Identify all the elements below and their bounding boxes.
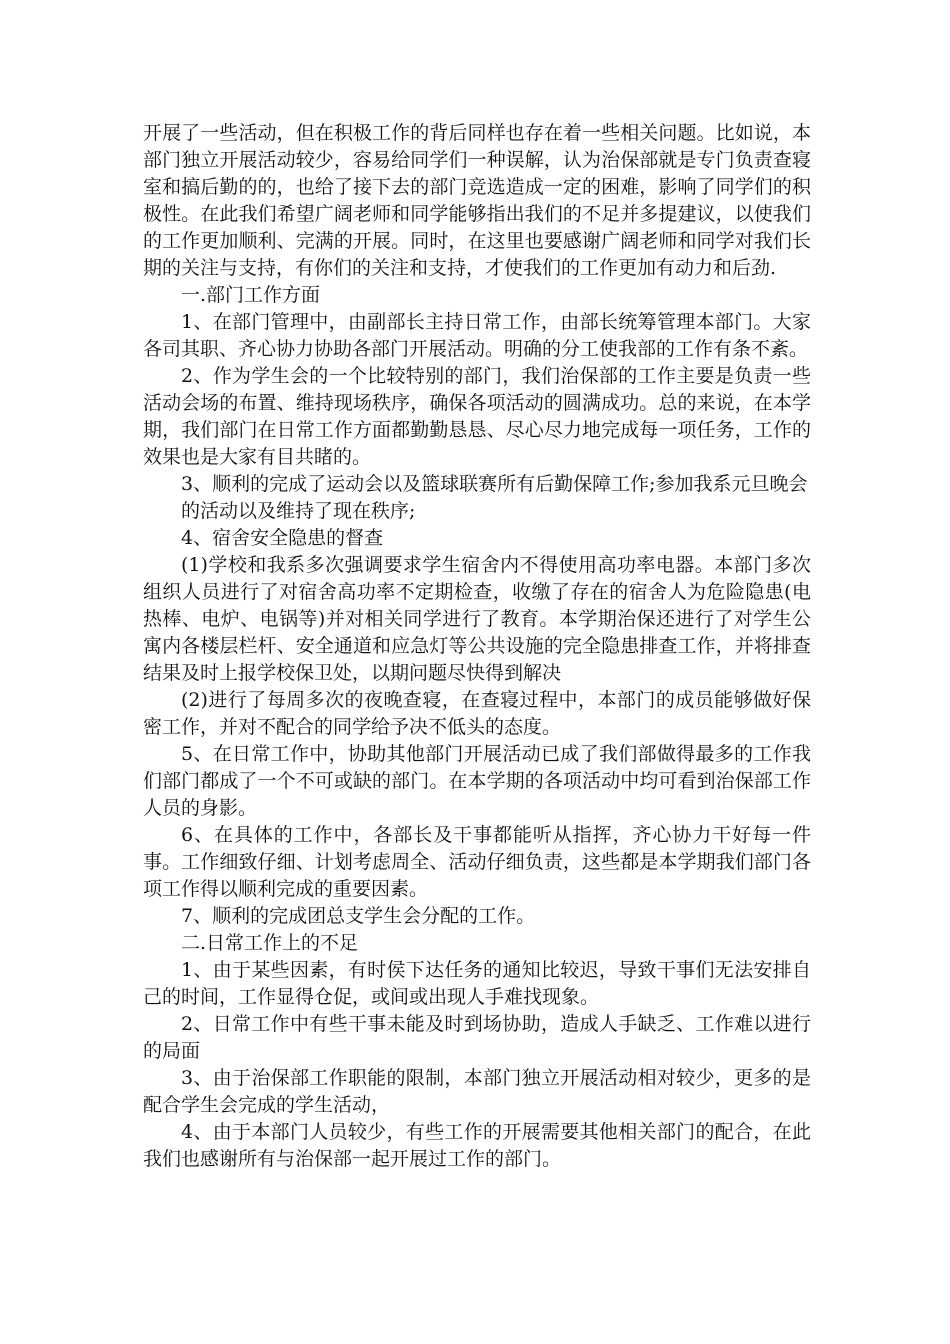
paragraph-item-4: 4、宿舍安全隐患的督查: [181, 527, 384, 549]
paragraph-item-4-sub-1: (1)学校和我系多次强调要求学生宿舍内不得使用高功率电器。本部门多次组织人员进行了对宿舍高功率不定期检查，收缴了存在的宿舍人为危险隐患(电热棒、电炉、电锅等)并对相关同学进行了教育。本学期治保还进行了对学生公寓内各楼层栏杆、安全通道和应急灯等公共设施的完全隐患排查工作，并将排查结果及时上报学校保卫处，以期问题尽快得到解决: [143, 554, 811, 684]
paragraph-shortcoming-1: 1、由于某些因素，有时侯下达任务的通知比较迟，导致干事们无法安排自己的时间，工作显得仓促，或间或出现人手难找现象。: [143, 959, 811, 1008]
paragraph-item-4-sub-2: (2)进行了每周多次的夜晚查寝，在查寝过程中，本部门的成员能够做好保密工作，并对不配合的同学给予决不低头的态度。: [143, 689, 811, 738]
paragraph-item-6: 6、在具体的工作中，各部长及干事都能听从指挥，齐心协力干好每一件事。工作细致仔细、计划考虑周全、活动仔细负责，这些都是本学期我们部门各项工作得以顺利完成的重要因素。: [143, 824, 811, 900]
paragraph-shortcoming-3: 3、由于治保部工作职能的限制，本部门独立开展活动相对较少，更多的是配合学生会完成的学生活动，: [143, 1067, 811, 1116]
section-heading-shortcomings: 二.日常工作上的不足: [181, 932, 359, 954]
paragraph-item-3: 3、顺利的完成了运动会以及篮球联赛所有后勤保障工作;参加我系元旦晚会: [181, 473, 808, 495]
paragraph-item-5: 5、在日常工作中，协助其他部门开展活动已成了我们部做得最多的工作我们部门都成了一个不可或缺的部门。在本学期的各项活动中均可看到治保部工作人员的身影。: [143, 743, 811, 819]
paragraph-shortcoming-2: 2、日常工作中有些干事未能及时到场协助，造成人手缺乏、工作难以进行的局面: [143, 1013, 811, 1062]
paragraph-shortcoming-4: 4、由于本部门人员较少，有些工作的开展需要其他相关部门的配合，在此我们也感谢所有与治保部一起开展过工作的部门。: [143, 1121, 811, 1170]
paragraph-item-2: 2、作为学生会的一个比较特别的部门，我们治保部的工作主要是负责一些活动会场的布置、维持现场秩序，确保各项活动的圆满成功。总的来说，在本学期，我们部门在日常工作方面都勤勤恳恳、尽心尽力地完成每一项任务，工作的效果也是大家有目共睹的。: [143, 365, 811, 468]
paragraph-item-1: 1、在部门管理中，由副部长主持日常工作，由部长统筹管理本部门。大家各司其职、齐心协力协助各部门开展活动。明确的分工使我部的工作有条不紊。: [143, 311, 811, 360]
document-body: [143, 120, 811, 1173]
paragraph-item-7: 7、顺利的完成团总支学生会分配的工作。: [181, 905, 536, 927]
paragraph-intro: 开展了一些活动，但在积极工作的背后同样也存在着一些相关问题。比如说，本部门独立开展活动较少，容易给同学们一种误解，认为治保部就是专门负责查寝室和搞后勤的的，也给了接下去的部门竞选造成一定的困难，影响了同学们的积极性。在此我们希望广阔老师和同学能够指出我们的不足并多提建议，以使我们的工作更加顺利、完满的开展。同时，在这里也要感谢广阔老师和同学对我们长期的关注与支持，有你们的关注和支持，才使我们的工作更加有动力和后劲.: [143, 122, 811, 279]
paragraph-item-3-continued: 的活动以及维持了现在秩序;: [181, 500, 416, 522]
section-heading-department-work: 一.部门工作方面: [181, 284, 321, 306]
